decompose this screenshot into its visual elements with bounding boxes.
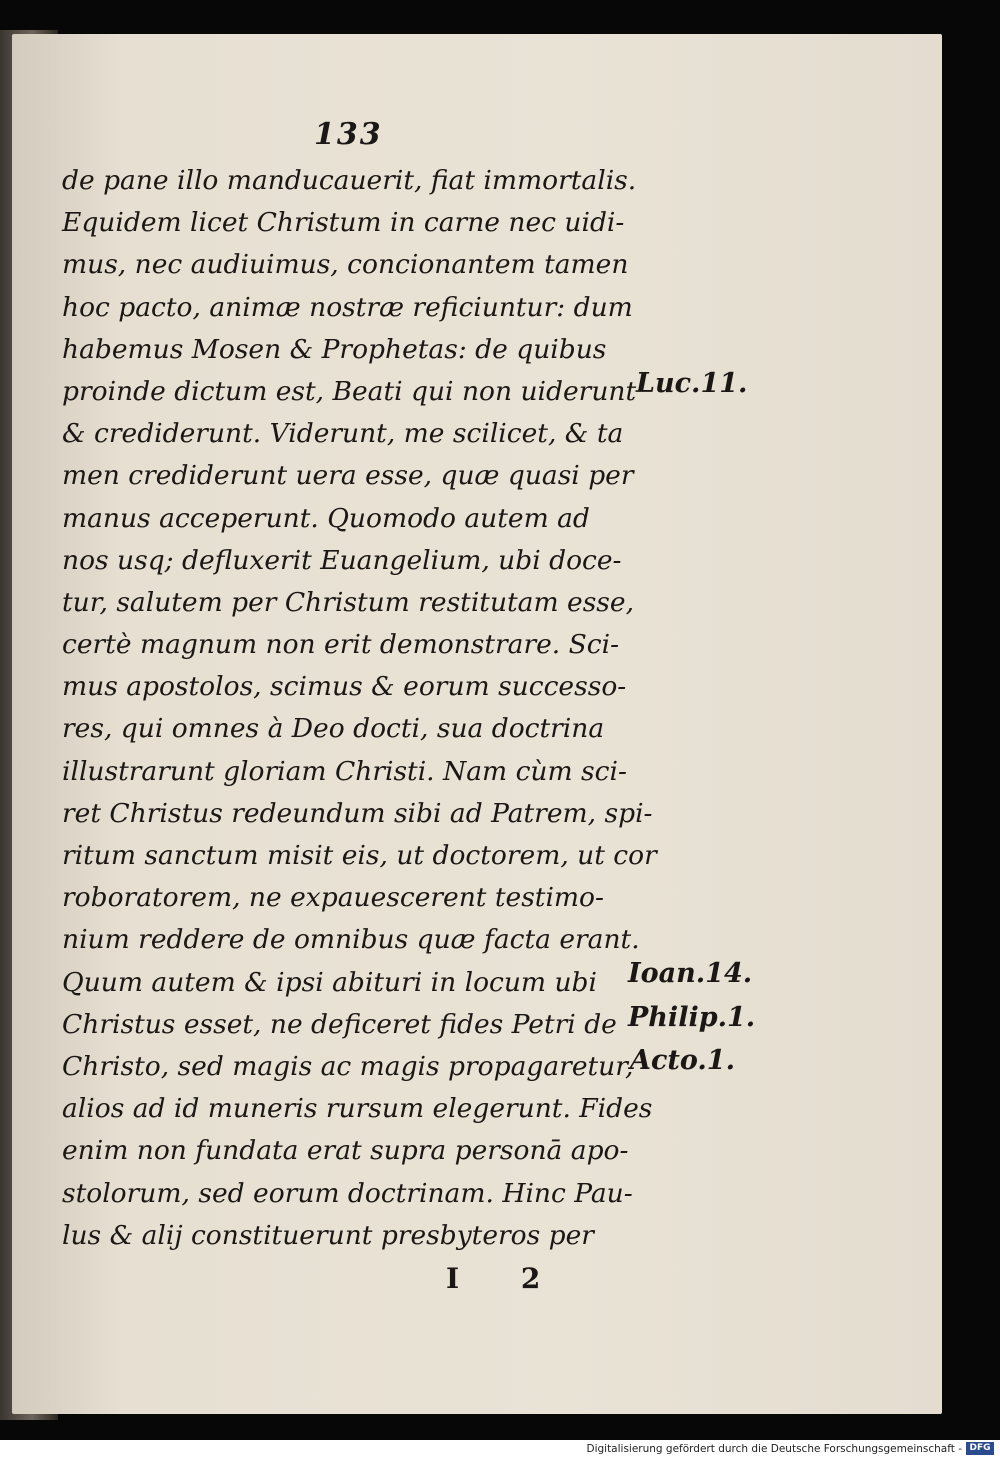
- text-line: de pane illo manducauerit, fiat immortalis.: [62, 165, 637, 196]
- text-line: enim non fundata erat supra personā apo-: [62, 1135, 629, 1167]
- text-line: nos usq; defluxerit Euangelium, ubi doce-: [62, 544, 622, 576]
- text-line: ritum sanctum misit eis, ut doctorem, ut cor: [62, 840, 657, 871]
- dfg-logo: DFG: [966, 1442, 994, 1455]
- text-line: Quum autem & ipsi abituri in locum ubi: [62, 966, 597, 998]
- margin-note-ioan: Ioan.14.: [628, 958, 753, 989]
- text-line: mus apostolos, scimus & eorum successo-: [62, 671, 627, 703]
- text-line: Christo, sed magis ac magis propagaretur,: [62, 1050, 634, 1082]
- text-line: hoc pacto, animæ nostræ reficiuntur: dum: [62, 291, 633, 323]
- text-line: & crediderunt. Viderunt, me scilicet, & ta: [62, 418, 624, 450]
- signature-mark: I 2: [446, 1262, 567, 1295]
- text-line: ret Christus redeundum sibi ad Patrem, spi-: [62, 797, 653, 829]
- text-line: mus, nec audiuimus, concionantem tamen: [62, 249, 629, 281]
- text-line: certè magnum non erit demonstrare. Sci-: [62, 629, 620, 661]
- text-line: roboratorem, ne expauescerent testimo-: [62, 882, 604, 914]
- text-line: res, qui omnes à Deo docti, sua doctrina: [62, 713, 605, 745]
- body-text: [62, 160, 657, 1257]
- page-number: 133: [314, 117, 383, 152]
- text-line: stolorum, sed eorum doctrinam. Hinc Pau-: [62, 1177, 633, 1209]
- text-line: men crediderunt uera esse, quæ quasi per: [62, 460, 634, 492]
- text-line: manus acceperunt. Quomodo autem ad: [62, 502, 590, 534]
- text-line: lus & alij constituerunt presbyteros per: [62, 1219, 594, 1251]
- text-line: Equidem licet Christum in carne nec uidi-: [62, 207, 625, 239]
- text-line: tur, salutem per Christum restitutam esse,: [62, 586, 635, 618]
- margin-note-acto: Acto.1.: [630, 1045, 735, 1076]
- text-line: nium reddere de omnibus quæ facta erant.: [62, 924, 640, 956]
- text-line: Christus esset, ne deficeret fides Petri de: [62, 1008, 617, 1040]
- text-line: proinde dictum est, Beati qui non uiderunt: [62, 375, 637, 407]
- footer-credit: Digitalisierung gefördert durch die Deutsche Forschungsgemeinschaft -: [586, 1443, 962, 1455]
- margin-note-luc: Luc.11.: [636, 368, 748, 399]
- text-line: illustrarunt gloriam Christi. Nam cùm sci-: [62, 755, 627, 787]
- margin-note-philip: Philip.1.: [628, 1002, 756, 1033]
- text-line: habemus Mosen & Prophetas: de quibus: [62, 333, 607, 365]
- text-line: alios ad id muneris rursum elegerunt. Fides: [62, 1093, 653, 1125]
